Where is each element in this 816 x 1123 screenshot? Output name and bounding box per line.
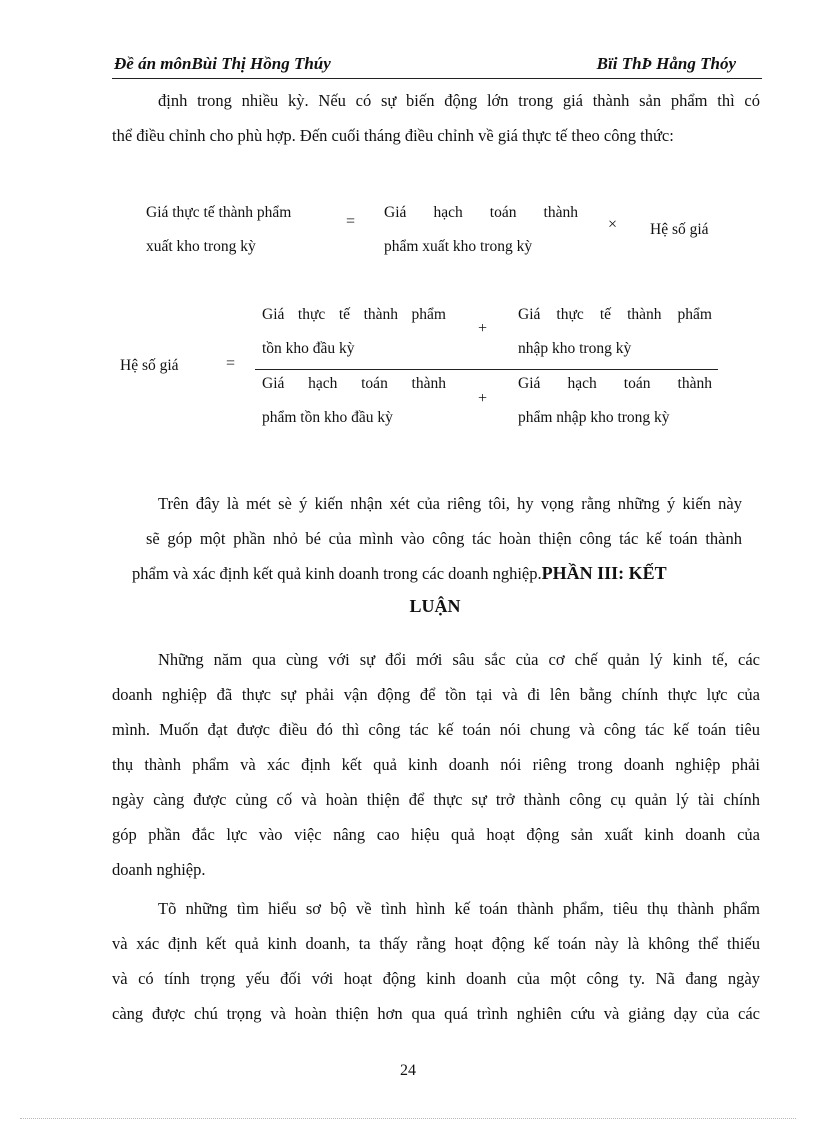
- formula1-times: ×: [608, 216, 618, 233]
- conclusion2-line-1: Tõ những tìm hiểu sơ bộ về tình hình kế toán thành phẩm, tiêu thụ thành phẩm: [158, 899, 760, 918]
- conclusion2-line-3: và có tính trọng yếu đối với hoạt động kinh doanh của một công ty. Nã đang ngày: [112, 969, 760, 988]
- formula2-num-b-line-2: nhập kho trong kỳ: [518, 340, 632, 357]
- conclusion2-line-2: và xác định kết quả kinh doanh, ta thấy rằng hoạt động kế toán này là không thể thiếu: [112, 934, 760, 953]
- header-left-title: Đề án mônBùi Thị Hồng Thúy: [114, 54, 331, 73]
- formula2-den-a-line-2: phẩm tồn kho đầu kỳ: [262, 409, 393, 426]
- formula2-lhs: Hệ số giá: [120, 357, 179, 374]
- formula2-equals: =: [226, 355, 236, 372]
- page-number: 24: [400, 1062, 416, 1079]
- formula2-num-plus: +: [478, 320, 488, 337]
- section-heading-part-a: PHẦN III: KẾT: [541, 563, 667, 583]
- conclusion-paragraph-2: [112, 891, 760, 1031]
- formula1-lhs-line-1: Giá thực tế thành phẩm: [146, 204, 292, 221]
- formula1-middle-line-1: Giá hạch toán thành: [384, 204, 578, 221]
- formula2-num-a-line-1: Giá thực tế thành phẩm: [262, 306, 446, 323]
- formula1-lhs-line-2: xuất kho trong kỳ: [146, 238, 256, 255]
- conclusion1-line-6: góp phần đắc lực vào việc nâng cao hiệu quả hoạt động sản xuất kinh doanh của: [112, 825, 760, 844]
- footer-divider: [20, 1118, 796, 1119]
- formula2-num-b-line-1: Giá thực tế thành phẩm: [518, 306, 712, 323]
- conclusion1-line-2: doanh nghiệp đã thực sự phải vận động để tồn tại và đi lên bằng chính thực lực của: [112, 685, 760, 704]
- summary-line-1: Trên đây là mét sè ý kiến nhận xét của riêng tôi, hy vọng rằng những ý kiến này: [158, 494, 742, 513]
- formula2-den-b-line-1: Giá hạch toán thành: [518, 375, 712, 392]
- summary-line-3-text: phẩm và xác định kết quả kinh doanh trong các doanh nghiệp.: [132, 564, 542, 583]
- page-header: [112, 52, 762, 79]
- formula2-num-a-line-2: tồn kho đầu kỳ: [262, 340, 355, 357]
- conclusion2-line-4: càng được chú trọng và hoàn thiện hơn qua quá trình nghiên cứu và giảng dạy của các: [112, 1004, 760, 1023]
- formula1-middle-line-2: phẩm xuất kho trong kỳ: [384, 238, 533, 255]
- intro-line-2: thể điều chỉnh cho phù hợp. Đến cuối tháng điều chỉnh về giá thực tế theo công thức:: [112, 126, 674, 145]
- formula2-den-a-line-1: Giá hạch toán thành: [262, 375, 446, 392]
- formula2-den-b-line-2: phẩm nhập kho trong kỳ: [518, 409, 670, 426]
- intro-line-1: định trong nhiều kỳ. Nếu có sự biến động lớn trong giá thành sản phẩm thì có: [158, 91, 760, 110]
- formula1-equals: =: [346, 213, 356, 230]
- conclusion-paragraph-1: [112, 642, 760, 887]
- conclusion1-line-5: ngày càng được củng cố và hoàn thiện để thực sự trở thành công cụ quản lý tài chính: [112, 790, 760, 809]
- formula1-rhs: Hệ số giá: [650, 221, 709, 238]
- summary-paragraph: [132, 486, 742, 591]
- intro-paragraph: [112, 83, 760, 153]
- conclusion1-line-1: Những năm qua cùng với sự đổi mới sâu sắc của cơ chế quản lý kinh tế, các: [158, 650, 760, 669]
- section-heading-part-b: LUẬN: [409, 596, 461, 616]
- header-right-author: Bïi ThÞ Hång Thóy: [596, 54, 736, 73]
- conclusion1-line-4: thụ thành phẩm và xác định kết quả kinh doanh nói riêng trong doanh nghiệp phải: [112, 755, 760, 774]
- conclusion1-line-7: doanh nghiệp.: [112, 860, 206, 879]
- formula2-den-plus: +: [478, 390, 488, 407]
- conclusion1-line-3: mình. Muốn đạt được điều đó thì công tác kế toán nói chung và công tác kế toán tiêu: [112, 720, 760, 739]
- summary-line-3: [132, 556, 742, 591]
- summary-line-2: sẽ góp một phần nhỏ bé của mình vào công tác hoàn thiện công tác kế toán thành: [146, 529, 742, 548]
